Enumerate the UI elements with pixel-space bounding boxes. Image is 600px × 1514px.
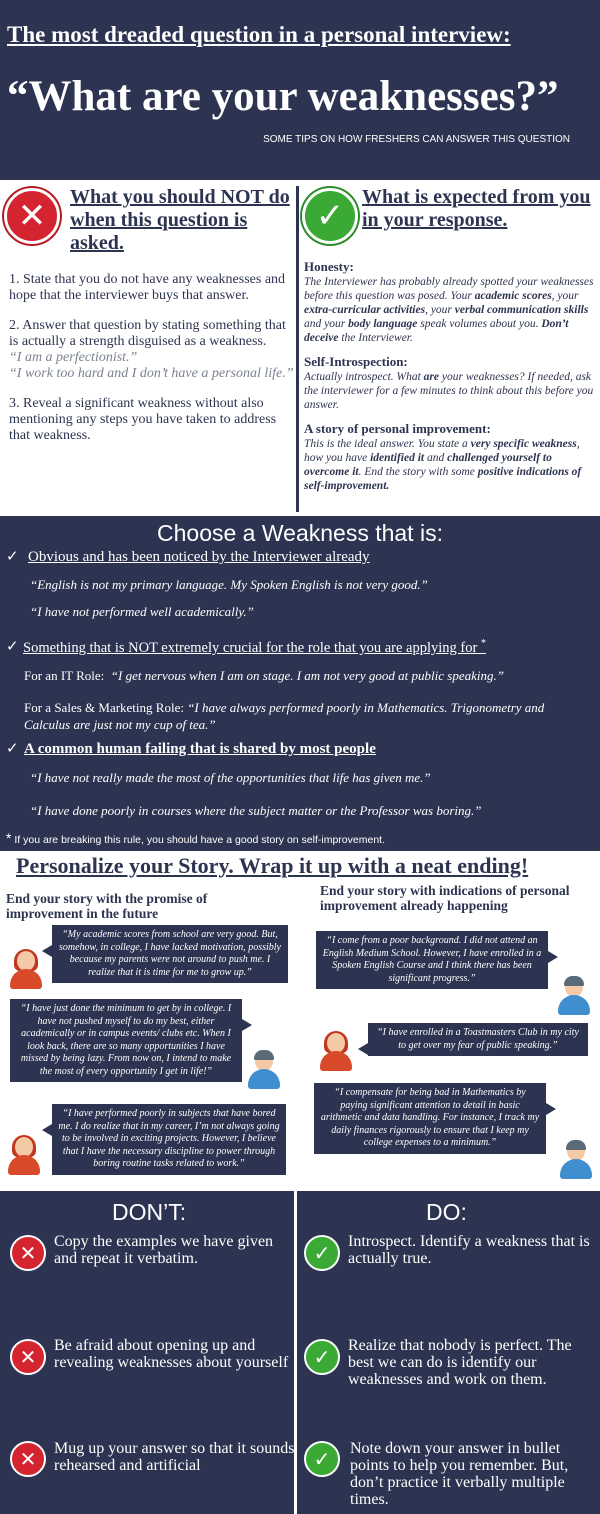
- tips-section: [0, 180, 600, 516]
- header-title: “What are your weaknesses?”: [7, 73, 559, 120]
- check-icon: ✓: [304, 1339, 340, 1375]
- criterion-heading: Obvious and has been noticed by the Interviewer already: [28, 549, 370, 565]
- check-icon: ✓: [304, 1441, 340, 1477]
- dont-item: Copy the examples we have given and repeat it verbatim.: [54, 1233, 274, 1267]
- example-quote: “I have not really made the most of the opportunities that life has given me.”: [30, 770, 431, 785]
- cross-icon: ✕: [10, 1235, 46, 1271]
- dont-item: Be afraid about opening up and revealing weaknesses about yourself: [54, 1337, 289, 1371]
- left-subheading: End your story with the promise of improvement in the future: [6, 891, 208, 921]
- dont-heading: What you should NOT do when this question is asked.: [70, 186, 290, 254]
- honesty-text: The Interviewer has probably already spotted your weaknesses before this question was posed. Your academic scores, your extra-curricular activities, your verbal communication skills and your body language speak volumes about you. Don’t deceive the Interviewer.: [304, 276, 594, 344]
- footnote: * If you are breaking this rule, you should have a good story on self-improvement.: [6, 830, 385, 846]
- example-quote: “English is not my primary language. My Spoken English is not very good.”: [30, 577, 428, 592]
- cross-icon: ✕: [4, 188, 60, 244]
- do-dont-section: [0, 1191, 600, 1514]
- speech-bubble: “I have performed poorly in subjects that have bored me. I do realize that in my career, I’m not always going to be involved in exciting projects. However, I believe that I have the necessary discipline to power through boring routine tasks related to work.”: [52, 1104, 286, 1175]
- honesty-title: Honesty:: [304, 259, 354, 274]
- checkmark-icon: ✓: [6, 637, 19, 655]
- male-avatar-icon: [246, 1049, 282, 1089]
- do-item: Note down your answer in bullet points to help you remember. But, don’t practice it verbally multiple times.: [350, 1440, 569, 1508]
- dont-title: DON’T:: [112, 1199, 187, 1225]
- example-quote: “I work too hard and I don’t have a personal life.”: [9, 366, 294, 381]
- do-item: Realize that nobody is perfect. The best we can do is identify our weaknesses and work on them.: [348, 1337, 572, 1388]
- right-subheading: End your story with indications of personal improvement already happening: [320, 883, 570, 913]
- dont-item: Mug up your answer so that it sounds rehearsed and artificial: [54, 1440, 295, 1474]
- example-quote: “I have not performed well academically.”: [30, 604, 254, 619]
- do-item: Introspect. Identify a weakness that is actually true.: [348, 1233, 590, 1267]
- female-avatar-icon: [6, 1135, 42, 1175]
- checkmark-icon: ✓: [6, 547, 19, 565]
- dont-list: [9, 272, 294, 458]
- criterion-heading: A common human failing that is shared by most people: [24, 741, 376, 757]
- list-item: 3. Reveal a significant weakness without also mentioning any steps you have taken to address that weakness.: [9, 396, 277, 443]
- speech-bubble: “I compensate for being bad in Mathematics by paying significant attention to detail in basic arithmetic and data handling. For instance, I track my daily finances rigorously to ensure that I keep my college expenses to a minimum.”: [314, 1083, 546, 1154]
- story-title: A story of personal improvement:: [304, 421, 491, 436]
- cross-icon: ✕: [10, 1339, 46, 1375]
- expected-list: [304, 260, 594, 503]
- header-banner: [0, 0, 600, 180]
- speech-bubble: “My academic scores from school are very good. But, somehow, in college, I have lacked motivation, possibly because my parents were not around to push me. I realize that it is time for me to grow up.”: [52, 925, 288, 983]
- male-avatar-icon: [556, 975, 592, 1015]
- header-subtitle: The most dreaded question in a personal interview:: [7, 22, 511, 47]
- header-tagline: SOME TIPS ON HOW FRESHERS CAN ANSWER THIS QUESTION: [263, 134, 570, 145]
- column-divider: [296, 186, 299, 512]
- story-text: This is the ideal answer. You state a very specific weakness, how you have identified it and challenged yourself to overcome it. End the story with some positive indications of self-improvement.: [304, 438, 582, 492]
- example-quote: For a Sales & Marketing Role: “I have always performed poorly in Mathematics. Trigonometry and Calculus are just not my cup of tea.”: [24, 700, 545, 732]
- expected-heading: What is expected from you in your response.: [362, 186, 591, 231]
- speech-bubble: “I have just done the minimum to get by in college. I have not pushed myself to do my best, either academically or in campus events/ clubs etc. When I look back, there are so many opportunities I have missed by being lazy. From now on, I intend to make the most of every opportunity I get in life!”: [10, 999, 242, 1082]
- section-title: Personalize your Story. Wrap it up with a neat ending!: [16, 853, 529, 878]
- checkmark-icon: ✓: [6, 739, 19, 757]
- check-icon: ✓: [302, 188, 358, 244]
- choose-weakness-section: [0, 516, 600, 851]
- male-avatar-icon: [558, 1139, 594, 1179]
- female-avatar-icon: [8, 949, 44, 989]
- example-quote: “I am a perfectionist.”: [9, 350, 138, 365]
- example-quote: For an IT Role: “I get nervous when I am on stage. I am not very good at public speaking.”: [24, 668, 504, 683]
- cross-icon: ✕: [10, 1441, 46, 1477]
- female-avatar-icon: [318, 1031, 354, 1071]
- list-item: 2. Answer that question by stating something that is actually a strength disguised as a weakness. “I am a perfectionist.” “I work too hard and I don’t have a personal life.”: [9, 318, 294, 381]
- do-title: DO:: [426, 1199, 467, 1225]
- speech-bubble: “I have enrolled in a Toastmasters Club in my city to get over my fear of public speaking.”: [368, 1023, 588, 1056]
- personalize-section: [0, 851, 600, 1191]
- introspection-text: Actually introspect. What are your weaknesses? If needed, ask the interviewer for a few minutes to think about this before you answer.: [304, 371, 594, 411]
- speech-bubble: “I come from a poor background. I did not attend an English Medium School. However, I have enrolled in a Spoken English Course and I think there has been significant progress.”: [316, 931, 548, 989]
- criterion-heading: Something that is NOT extremely crucial for the role that you are applying for *: [23, 638, 486, 656]
- check-icon: ✓: [304, 1235, 340, 1271]
- introspection-title: Self-Introspection:: [304, 354, 408, 369]
- example-quote: “I have done poorly in courses where the subject matter or the Professor was boring.”: [30, 803, 482, 818]
- section-title: Choose a Weakness that is:: [157, 520, 443, 546]
- list-item: 1. State that you do not have any weaknesses and hope that the interviewer buys that answer.: [9, 272, 286, 303]
